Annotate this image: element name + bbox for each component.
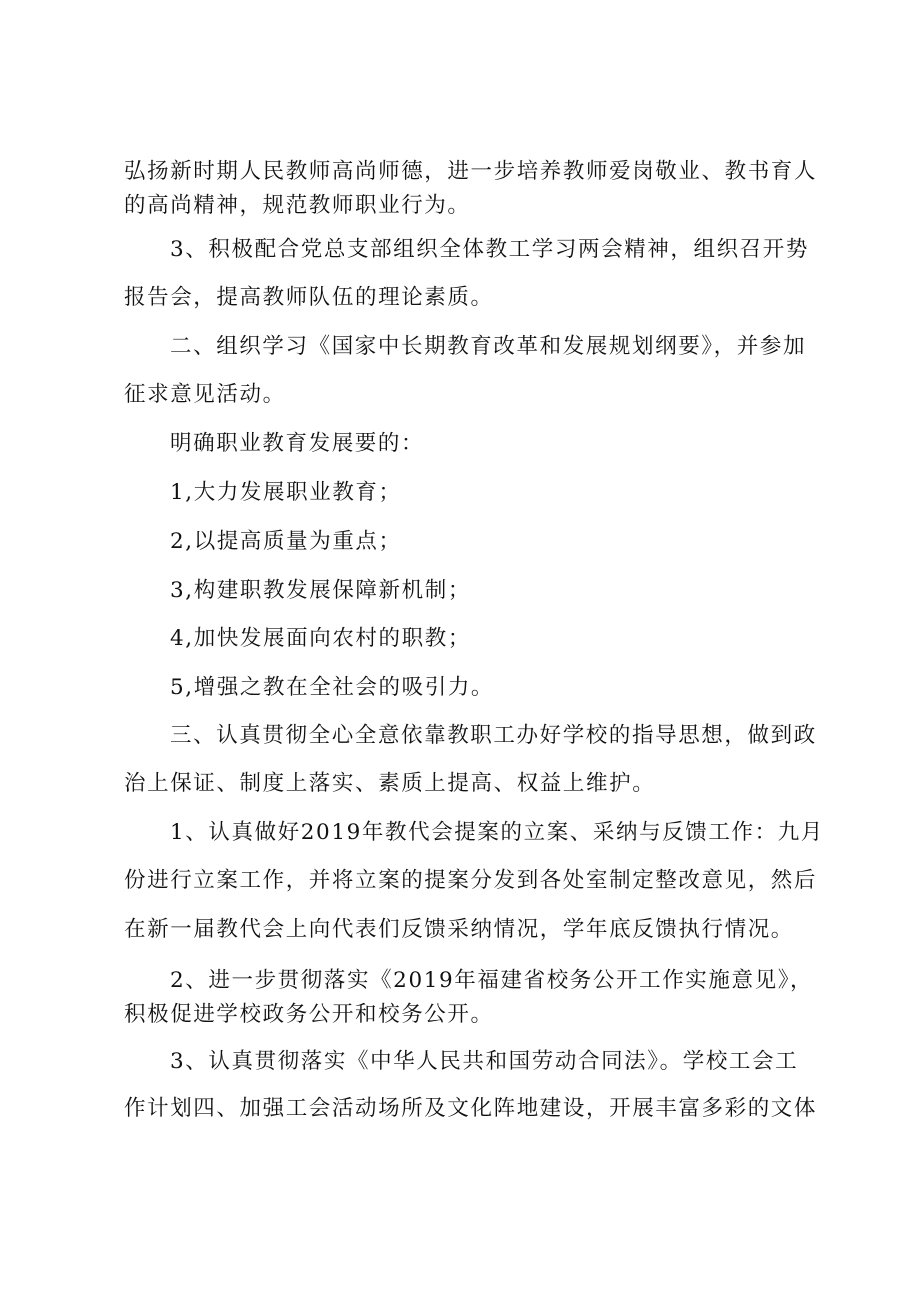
text-line: 三、认真贯彻全心全意依靠教职工办好学校的指导思想，做到政 [170,723,817,748]
text-line: 在新一届教代会上向代表们反馈采纳情况，学年底反馈执行情况。 [124,917,794,942]
text-line: 弘扬新时期人民教师高尚师德，进一步培养教师爱岗敬业、教书育人 [124,159,818,184]
list-item: 3,构建职教发展保障新机制； [170,578,471,603]
text-line: 2、进一步贯彻落实《2019年福建省校务公开工作实施意见》， [170,968,814,993]
text-line: 作计划四、加强工会活动场所及文化阵地建设，开展丰富多彩的文体 [124,1096,818,1121]
text-line: 的高尚精神，规范教师职业行为。 [124,193,471,218]
text-line: 二、组织学习《国家中长期教育改革和发展规划纲要》，并参加 [170,334,807,359]
list-item: 1,大力发展职业教育； [170,480,402,505]
list-item: 5,增强之教在全社会的吸引力。 [170,675,495,700]
text-line: 明确职业教育发展要的： [170,431,425,456]
text-line: 3、认真贯彻落实《中华人民共和国劳动合同法》。学校工会工 [170,1049,799,1074]
text-line: 1、认真做好2019年教代会提案的立案、采纳与反馈工作：九月 [170,820,824,845]
list-item: 2,以提高质量为重点； [170,529,402,554]
text-line: 报告会，提高教师队伍的理论素质。 [124,285,494,310]
text-line: 份进行立案工作，并将立案的提案分发到各处室制定整改意见，然后 [124,868,818,893]
list-item: 4,加快发展面向农村的职教； [170,626,471,651]
text-line: 治上保证、制度上落实、素质上提高、权益上维护。 [124,771,656,796]
text-line: 积极促进学校政务公开和校务公开。 [124,1002,494,1027]
text-line: 3、积极配合党总支部组织全体教工学习两会精神，组织召开势 [170,237,809,262]
text-line: 征求意见活动。 [124,382,286,407]
